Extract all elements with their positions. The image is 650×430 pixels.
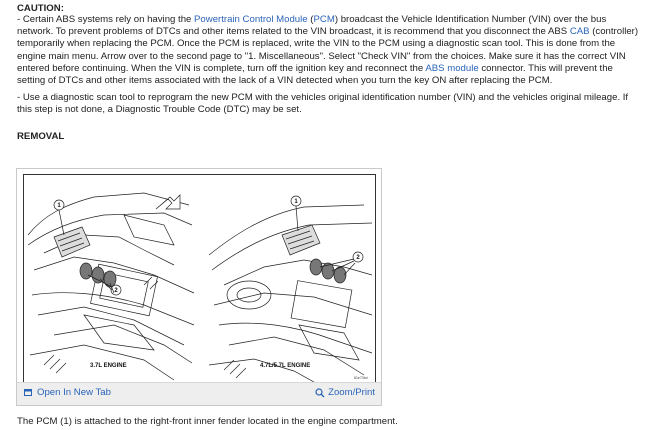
magnifier-icon — [315, 388, 325, 398]
new-tab-icon — [24, 388, 33, 397]
figure-caption: The PCM (1) is attached to the right-front inner fender located in the engine compartment. — [17, 416, 398, 427]
zoom-print-button[interactable] — [315, 387, 375, 398]
removal-heading: REMOVAL — [17, 131, 65, 142]
engine-3-7l-label: 3.7L ENGINE — [90, 363, 127, 369]
powertrain-control-module-link[interactable]: Powertrain Control Module — [194, 14, 308, 25]
abs-module-link[interactable]: ABS module — [425, 62, 479, 74]
cab-link[interactable]: CAB — [569, 26, 590, 38]
open-in-new-tab-button[interactable] — [24, 387, 111, 398]
callout-2-right: 2 — [356, 255, 360, 261]
engine-compartment-illustration — [23, 174, 376, 383]
engine-diagram-svg — [24, 175, 375, 382]
callout-2-left: 2 — [114, 288, 118, 294]
pcm-location-figure — [16, 168, 382, 406]
callout-1-left: 1 — [57, 203, 61, 209]
caution-paragraph-2: - Use a diagnostic scan tool to reprogram the new PCM with the vehicles original identification number (VIN) and the vehicles original mileage. If this step is not done, a Diagnostic Trouble Code (DTC) may be set. — [17, 92, 629, 116]
callout-1-right: 1 — [294, 199, 298, 205]
zoom-print-label: Zoom/Print — [328, 387, 375, 398]
figure-reference-code: 81e73bd — [354, 376, 368, 380]
caution-paragraph-1: - Certain ABS systems rely on having the Powertrain Control Module (PCM) broadcast the Vehicle Identification Number (VIN) over the bus network. To prevent problems of DTCs and other items related to the VIN broadcast, it is recommend that you disconnect the ABS CAB (controller) temporarily when replacing the PCM. Once the PCM is replaced, write the VIN to the PCM using a diagnostic scan tool. This is done from the engine main menu. Arrow over to the second page to "1. Miscellaneous". Select "Check VIN" from the choices. Make sure it has the correct VIN entered before continuing. When the VIN is complete, turn off the ignition key and reconnect the ABS module connector. This will prevent the setting of DTCs and other items associated with the lack of a VIN detected when you turn the key ON after replacing the PCM. — [17, 14, 639, 87]
open-in-new-tab-label: Open In New Tab — [37, 387, 111, 398]
pcm-link[interactable]: PCM — [313, 14, 335, 25]
figure-toolbar — [17, 382, 381, 405]
engine-4-7l-5-7l-label: 4.7L/5.7L ENGINE — [260, 363, 311, 369]
caution-heading: CAUTION: — [17, 3, 64, 14]
